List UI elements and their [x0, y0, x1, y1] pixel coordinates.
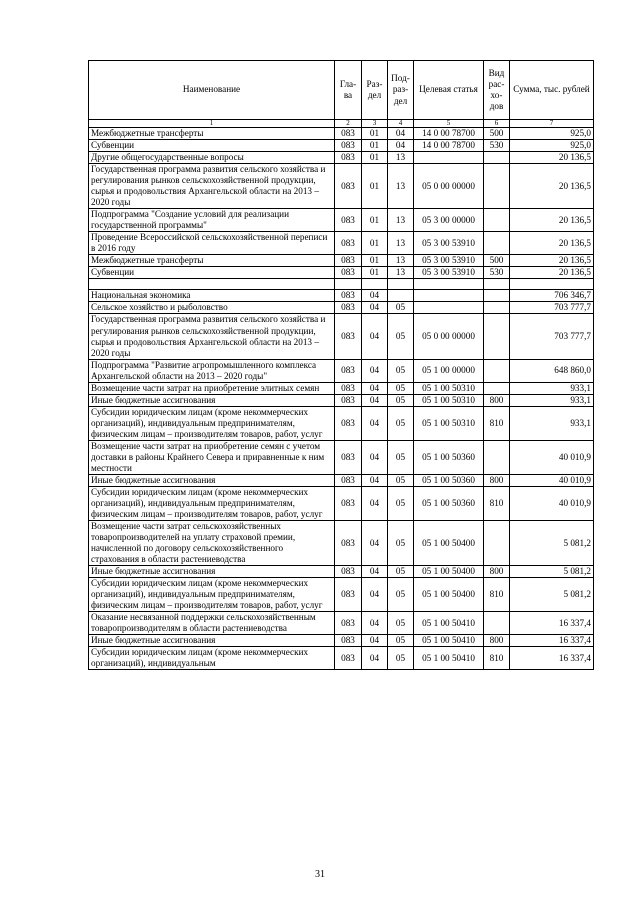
table-row — [89, 486, 594, 520]
cell-podrazdel: 05 — [388, 359, 414, 382]
cell-name: Субсидии юридическим лицам (кроме некоммерческих организаций), индивидуальным предпринимателям, физическим лицам – производителям товаров, работ, услуг — [89, 578, 335, 612]
table-row — [89, 140, 594, 152]
cell-name: Субсидии юридическим лицам (кроме некоммерческих организаций), индивидуальным предпринимателям, физическим лицам – производителям товаров, работ, услуг — [89, 486, 335, 520]
cell-glava: 083 — [335, 440, 362, 474]
table-row — [89, 521, 594, 566]
cell-glava: 083 — [335, 578, 362, 612]
cell-glava: 083 — [335, 255, 362, 267]
cell-vid: 800 — [484, 474, 510, 486]
cell-vid — [484, 382, 510, 394]
table-row — [89, 566, 594, 578]
cell-glava: 083 — [335, 382, 362, 394]
cell-statya: 05 3 00 53910 — [414, 255, 484, 267]
cell-razdel: 01 — [362, 140, 388, 152]
cell-statya: 05 3 00 00000 — [414, 209, 484, 232]
cell-summa: 648 860,0 — [510, 359, 594, 382]
cell-name: Иные бюджетные ассигнования — [89, 635, 335, 647]
cell-vid: 810 — [484, 406, 510, 440]
cell-summa: 703 777,7 — [510, 302, 594, 314]
cell-statya: 14 0 00 78700 — [414, 140, 484, 152]
cell-glava: 083 — [335, 647, 362, 670]
cell-podrazdel: 05 — [388, 612, 414, 635]
cell-statya: 05 1 00 00000 — [414, 359, 484, 382]
cell-vid — [484, 152, 510, 164]
cell-summa: 706 346,7 — [510, 290, 594, 302]
cell-name: Субсидии юридическим лицам (кроме некоммерческих организаций), индивидуальным предпринимателям, физическим лицам – производителям товаров, работ, услуг — [89, 406, 335, 440]
column-number: 6 — [484, 120, 510, 128]
header-razdel: Раз-дел — [362, 61, 388, 120]
column-number: 4 — [388, 120, 414, 128]
cell-razdel: 04 — [362, 521, 388, 566]
cell-statya: 05 1 00 50410 — [414, 647, 484, 670]
cell-name: Возмещение части затрат сельскохозяйственных товаропроизводителей на уплату страховой премии, начисленной по договору сельскохозяйственного страхования в области растениеводства — [89, 521, 335, 566]
cell-name: Возмещение части затрат на приобретение элитных семян — [89, 382, 335, 394]
cell-summa: 16 337,4 — [510, 635, 594, 647]
cell-statya — [414, 290, 484, 302]
cell-name: Подпрограмма "Создание условий для реализации государственной программы" — [89, 209, 335, 232]
cell-podrazdel: 13 — [388, 152, 414, 164]
cell-glava: 083 — [335, 474, 362, 486]
cell-vid: 800 — [484, 566, 510, 578]
cell-razdel: 04 — [362, 578, 388, 612]
cell-summa: 933,1 — [510, 394, 594, 406]
cell-summa: 5 081,2 — [510, 566, 594, 578]
cell-glava: 083 — [335, 302, 362, 314]
cell-summa: 20 136,5 — [510, 164, 594, 209]
cell-statya: 05 1 00 50310 — [414, 406, 484, 440]
cell-glava: 083 — [335, 314, 362, 359]
header-summa: Сумма, тыс. рублей — [510, 61, 594, 120]
cell-glava — [335, 279, 362, 290]
page-number: 31 — [315, 869, 325, 880]
cell-podrazdel: 05 — [388, 578, 414, 612]
cell-podrazdel — [388, 290, 414, 302]
cell-glava: 083 — [335, 140, 362, 152]
cell-summa: 925,0 — [510, 128, 594, 140]
cell-statya: 05 1 00 50360 — [414, 474, 484, 486]
cell-name: Иные бюджетные ассигнования — [89, 566, 335, 578]
cell-podrazdel: 05 — [388, 382, 414, 394]
cell-podrazdel: 13 — [388, 232, 414, 255]
cell-name: Проведение Всероссийской сельскохозяйственной переписи в 2016 году — [89, 232, 335, 255]
cell-vid — [484, 164, 510, 209]
cell-name: Возмещение части затрат на приобретение семян с учетом доставки в районы Крайнего Севера и приравненные к ним местности — [89, 440, 335, 474]
cell-summa: 40 010,9 — [510, 474, 594, 486]
cell-summa: 40 010,9 — [510, 486, 594, 520]
cell-glava: 083 — [335, 290, 362, 302]
cell-razdel: 04 — [362, 406, 388, 440]
cell-name — [89, 279, 335, 290]
header-vid: Вид рас-хо-дов — [484, 61, 510, 120]
cell-razdel: 04 — [362, 394, 388, 406]
cell-statya: 05 1 00 50400 — [414, 521, 484, 566]
cell-statya: 05 3 00 53910 — [414, 232, 484, 255]
cell-statya — [414, 302, 484, 314]
table-row — [89, 164, 594, 209]
cell-razdel: 01 — [362, 232, 388, 255]
cell-vid: 800 — [484, 394, 510, 406]
cell-glava: 083 — [335, 359, 362, 382]
table-row — [89, 209, 594, 232]
cell-vid: 500 — [484, 255, 510, 267]
cell-statya — [414, 279, 484, 290]
cell-statya: 05 0 00 00000 — [414, 164, 484, 209]
cell-vid — [484, 359, 510, 382]
budget-table — [88, 60, 594, 670]
cell-razdel: 04 — [362, 302, 388, 314]
cell-glava: 083 — [335, 164, 362, 209]
cell-razdel: 01 — [362, 209, 388, 232]
blank-row — [89, 279, 594, 290]
table-row — [89, 267, 594, 279]
cell-razdel: 04 — [362, 314, 388, 359]
cell-podrazdel: 05 — [388, 647, 414, 670]
cell-vid: 500 — [484, 128, 510, 140]
table-body — [89, 128, 594, 670]
cell-name: Государственная программа развития сельского хозяйства и регулирования рынков сельскохозяйственной продукции, сырья и продовольствия Архангельской области на 2013 – 2020 годы — [89, 164, 335, 209]
cell-summa: 20 136,5 — [510, 267, 594, 279]
cell-podrazdel: 05 — [388, 406, 414, 440]
cell-statya: 05 0 00 00000 — [414, 314, 484, 359]
cell-podrazdel: 04 — [388, 140, 414, 152]
table-row — [89, 152, 594, 164]
cell-glava: 083 — [335, 612, 362, 635]
cell-name: Иные бюджетные ассигнования — [89, 394, 335, 406]
cell-name: Иные бюджетные ассигнования — [89, 474, 335, 486]
table-row — [89, 359, 594, 382]
cell-glava: 083 — [335, 635, 362, 647]
table-row — [89, 440, 594, 474]
table-row — [89, 647, 594, 670]
cell-razdel: 04 — [362, 440, 388, 474]
table-row — [89, 128, 594, 140]
column-number: 3 — [362, 120, 388, 128]
cell-glava: 083 — [335, 209, 362, 232]
cell-podrazdel: 04 — [388, 128, 414, 140]
cell-podrazdel: 05 — [388, 635, 414, 647]
cell-name: Подпрограмма "Развитие агропромышленного комплекса Архангельской области на 2013 – 2020 годы" — [89, 359, 335, 382]
column-number: 1 — [89, 120, 335, 128]
cell-summa: 925,0 — [510, 140, 594, 152]
cell-statya: 05 1 00 50410 — [414, 612, 484, 635]
cell-razdel: 04 — [362, 382, 388, 394]
cell-summa: 20 136,5 — [510, 255, 594, 267]
cell-glava: 083 — [335, 521, 362, 566]
cell-summa: 933,1 — [510, 382, 594, 394]
cell-glava: 083 — [335, 566, 362, 578]
cell-razdel: 01 — [362, 255, 388, 267]
cell-vid: 810 — [484, 647, 510, 670]
cell-summa: 20 136,5 — [510, 232, 594, 255]
cell-summa: 16 337,4 — [510, 647, 594, 670]
cell-glava: 083 — [335, 232, 362, 255]
cell-podrazdel: 13 — [388, 164, 414, 209]
table-row — [89, 612, 594, 635]
cell-razdel: 04 — [362, 474, 388, 486]
cell-summa: 5 081,2 — [510, 521, 594, 566]
cell-vid: 810 — [484, 578, 510, 612]
cell-statya: 14 0 00 78700 — [414, 128, 484, 140]
cell-razdel: 04 — [362, 647, 388, 670]
cell-name: Межбюджетные трансферты — [89, 128, 335, 140]
cell-razdel: 04 — [362, 566, 388, 578]
cell-vid — [484, 232, 510, 255]
cell-name: Субвенции — [89, 140, 335, 152]
table-row — [89, 406, 594, 440]
cell-vid — [484, 314, 510, 359]
cell-statya: 05 1 00 50310 — [414, 382, 484, 394]
cell-vid — [484, 440, 510, 474]
cell-razdel: 04 — [362, 486, 388, 520]
cell-razdel: 04 — [362, 290, 388, 302]
header-podrazdel: Под-раз-дел — [388, 61, 414, 120]
cell-glava: 083 — [335, 394, 362, 406]
table-row — [89, 635, 594, 647]
cell-vid: 810 — [484, 486, 510, 520]
header-name: Наименование — [89, 61, 335, 120]
cell-statya — [414, 152, 484, 164]
header-statya: Целевая статья — [414, 61, 484, 120]
column-number-row — [89, 120, 594, 128]
table-row — [89, 394, 594, 406]
cell-podrazdel: 05 — [388, 302, 414, 314]
cell-vid: 530 — [484, 267, 510, 279]
cell-vid — [484, 612, 510, 635]
table-row — [89, 290, 594, 302]
cell-statya: 05 1 00 50400 — [414, 566, 484, 578]
cell-podrazdel: 05 — [388, 486, 414, 520]
cell-summa: 20 136,5 — [510, 209, 594, 232]
cell-podrazdel — [388, 279, 414, 290]
cell-summa: 40 010,9 — [510, 440, 594, 474]
cell-podrazdel: 13 — [388, 267, 414, 279]
cell-summa: 933,1 — [510, 406, 594, 440]
cell-razdel: 04 — [362, 635, 388, 647]
table-row — [89, 314, 594, 359]
cell-podrazdel: 13 — [388, 255, 414, 267]
cell-summa: 16 337,4 — [510, 612, 594, 635]
cell-statya: 05 1 00 50410 — [414, 635, 484, 647]
column-number: 5 — [414, 120, 484, 128]
header-glava: Гла-ва — [335, 61, 362, 120]
cell-glava: 083 — [335, 267, 362, 279]
cell-razdel: 01 — [362, 164, 388, 209]
cell-podrazdel: 05 — [388, 566, 414, 578]
column-number: 7 — [510, 120, 594, 128]
table-row — [89, 474, 594, 486]
cell-podrazdel: 05 — [388, 440, 414, 474]
cell-razdel — [362, 279, 388, 290]
cell-glava: 083 — [335, 128, 362, 140]
cell-podrazdel: 05 — [388, 314, 414, 359]
column-number: 2 — [335, 120, 362, 128]
cell-name: Национальная экономика — [89, 290, 335, 302]
cell-summa: 5 081,2 — [510, 578, 594, 612]
table-header-row — [89, 61, 594, 120]
cell-glava: 083 — [335, 486, 362, 520]
cell-vid: 530 — [484, 140, 510, 152]
cell-statya: 05 1 00 50310 — [414, 394, 484, 406]
cell-vid — [484, 209, 510, 232]
table-row — [89, 232, 594, 255]
table-row — [89, 578, 594, 612]
cell-glava: 083 — [335, 152, 362, 164]
cell-razdel: 01 — [362, 267, 388, 279]
cell-name: Субсидии юридическим лицам (кроме некоммерческих организаций), индивидуальным — [89, 647, 335, 670]
cell-name: Сельское хозяйство и рыболовство — [89, 302, 335, 314]
cell-podrazdel: 05 — [388, 394, 414, 406]
cell-vid — [484, 302, 510, 314]
cell-statya: 05 3 00 53910 — [414, 267, 484, 279]
cell-statya: 05 1 00 50360 — [414, 486, 484, 520]
cell-glava: 083 — [335, 406, 362, 440]
cell-name: Государственная программа развития сельского хозяйства и регулирования рынков сельскохозяйственной продукции, сырья и продовольствия Архангельской области на 2013 – 2020 годы — [89, 314, 335, 359]
cell-name: Оказание несвязанной поддержки сельскохозяйственным товаропроизводителям в области растениеводства — [89, 612, 335, 635]
cell-vid — [484, 521, 510, 566]
cell-summa — [510, 279, 594, 290]
cell-statya: 05 1 00 50360 — [414, 440, 484, 474]
cell-podrazdel: 13 — [388, 209, 414, 232]
cell-statya: 05 1 00 50400 — [414, 578, 484, 612]
cell-razdel: 01 — [362, 128, 388, 140]
cell-vid — [484, 279, 510, 290]
cell-summa: 20 136,5 — [510, 152, 594, 164]
cell-podrazdel: 05 — [388, 474, 414, 486]
table-row — [89, 382, 594, 394]
cell-vid — [484, 290, 510, 302]
cell-vid: 800 — [484, 635, 510, 647]
cell-razdel: 04 — [362, 612, 388, 635]
cell-summa: 703 777,7 — [510, 314, 594, 359]
table-row — [89, 255, 594, 267]
cell-name: Межбюджетные трансферты — [89, 255, 335, 267]
cell-razdel: 01 — [362, 152, 388, 164]
cell-name: Другие общегосударственные вопросы — [89, 152, 335, 164]
cell-podrazdel: 05 — [388, 521, 414, 566]
table-row — [89, 302, 594, 314]
cell-razdel: 04 — [362, 359, 388, 382]
cell-name: Субвенции — [89, 267, 335, 279]
